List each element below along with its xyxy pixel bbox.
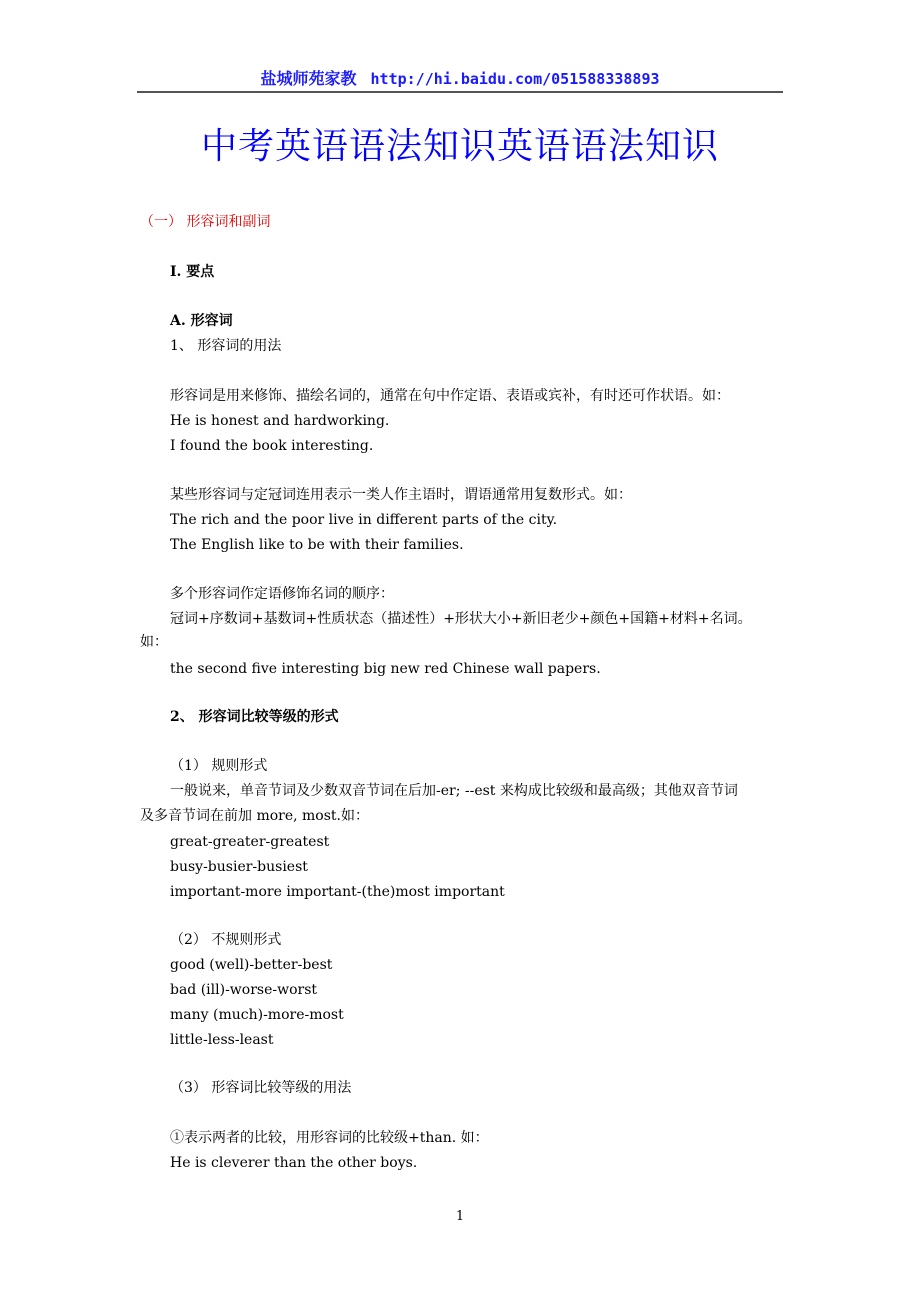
example-line: the second five interesting big new red Chinese wall papers. [170,661,601,677]
header-url[interactable]: http://hi.baidu.com/051588338893 [370,70,660,88]
heading-key-points: I. 要点 [170,264,215,280]
paragraph-line: 多个形容词作定语修饰名词的顺序： [170,586,394,602]
page-number: 1 [455,1209,465,1224]
example-line: little-less-least [170,1032,274,1048]
paragraph-line: 一般说来，单音节词及少数双音节词在后加-er; --est 来构成比较级和最高级；其他双音节词 [170,783,738,799]
example-line: I found the book interesting. [170,438,374,454]
subheading: （2） 不规则形式 [170,932,282,948]
header-site-name: 盐城师苑家教 [260,69,357,88]
page-header [0,66,920,89]
example-line: He is cleverer than the other boys. [170,1155,418,1171]
paragraph-line: 冠词+序数词+基数词+性质状态（描述性）+形状大小+新旧老少+颜色+国籍+材料+名词。 [170,611,752,627]
paragraph-line: 及多音节词在前加 more, most.如： [140,808,369,824]
section-heading: （一） 形容词和副词 [140,214,271,230]
example-line: good (well)-better-best [170,957,333,973]
heading-adjectives: A. 形容词 [170,313,233,329]
subheading: （1） 规则形式 [170,758,268,774]
paragraph-line: 某些形容词与定冠词连用表示一类人作主语时，谓语通常用复数形式。如： [170,487,632,503]
paragraph-line: 形容词是用来修饰、描绘名词的，通常在句中作定语、表语或宾补，有时还可作状语。如： [170,388,730,404]
paragraph-line: 如： [140,634,168,650]
example-line: He is honest and hardworking. [170,413,390,429]
subheading: 1、 形容词的用法 [170,338,282,354]
example-line: busy-busier-busiest [170,859,308,875]
example-line: important-more important-(the)most important [170,884,505,900]
example-line: many (much)-more-most [170,1007,344,1023]
example-line: The rich and the poor live in different parts of the city. [170,512,558,528]
example-line: great-greater-greatest [170,834,330,850]
example-line: The English like to be with their families. [170,537,464,553]
document-title: 中考英语语法知识英语语法知识 [200,126,719,167]
example-line: bad (ill)-worse-worst [170,982,318,998]
header-divider [137,91,783,93]
paragraph-line: ①表示两者的比较，用形容词的比较级+than. 如： [170,1130,489,1146]
subheading: （3） 形容词比较等级的用法 [170,1080,352,1096]
subheading: 2、 形容词比较等级的形式 [170,709,339,725]
